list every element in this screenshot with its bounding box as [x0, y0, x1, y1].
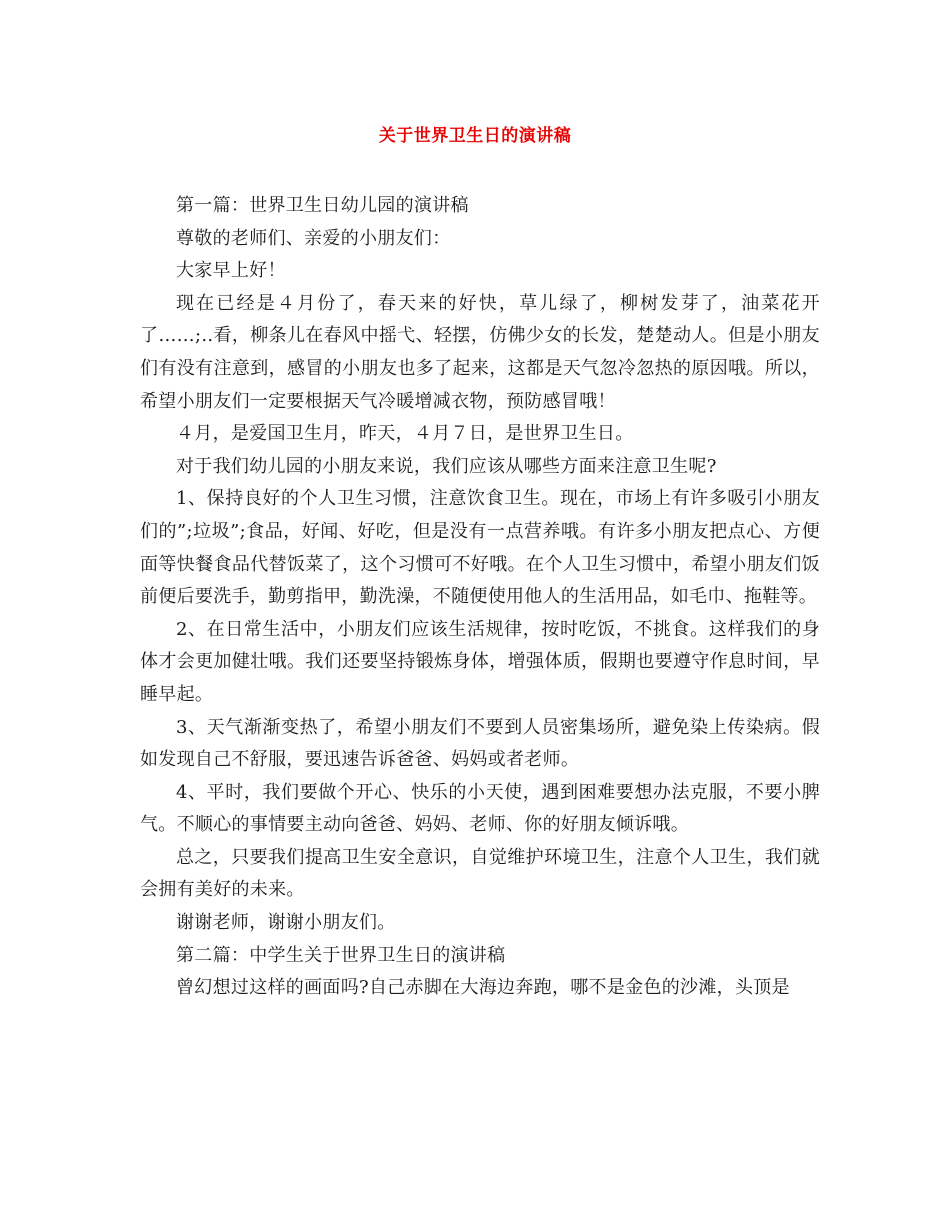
paragraph-spring: 现在已经是４月份了，春天来的好快，草儿绿了，柳树发芽了，油菜花开了……;..看，柳条儿在春风中摇弋、轻摆，仿佛少女的长发，楚楚动人。但是小朋友们有没有注意到，感冒的小朋友也多了起来，这都是天气忽冷忽热的原因哦。所以，希望小朋友们一定要根据天气冷暖增减衣物，预防感冒哦！ — [140, 292, 820, 412]
paragraph-part-two-opening: 曾幻想过这样的画面吗?自己赤脚在大海边奔跑，哪不是金色的沙滩，头顶是 — [176, 977, 790, 999]
paragraph-question: 对于我们幼儿园的小朋友来说，我们应该从哪些方面来注意卫生呢? — [176, 455, 717, 477]
paragraph-conclusion: 总之，只要我们提高卫生安全意识，自觉维护环境卫生，注意个人卫生，我们就会拥有美好的未来。 — [140, 846, 820, 901]
paragraph-point-4: 4、平时，我们要做个开心、快乐的小天使，遇到困难要想办法克服，不要小脾气。不顺心的事情要主动向爸爸、妈妈、老师、你的好朋友倾诉哦。 — [140, 781, 820, 836]
heading-part-two: 第二篇：中学生关于世界卫生日的演讲稿 — [176, 944, 506, 966]
heading-part-one: 第一篇：世界卫生日幼儿园的演讲稿 — [176, 195, 469, 216]
greeting: 大家早上好！ — [176, 260, 286, 282]
paragraph-thanks: 谢谢老师，谢谢小朋友们。 — [176, 912, 396, 934]
paragraph-point-2: 2、在日常生活中，小朋友们应该生活规律，按时吃饭，不挑食。这样我们的身体才会更加健壮哦。我们还要坚持锻炼身体，增强体质，假期也要遵守作息时间，早睡早起。 — [140, 618, 820, 705]
document-title: 关于世界卫生日的演讲稿 — [378, 126, 572, 146]
paragraph-health-month: ４月，是爱国卫生月，昨天，４月７日，是世界卫生日。 — [176, 423, 634, 445]
paragraph-point-1: 1、保持良好的个人卫生习惯，注意饮食卫生。现在，市场上有许多吸引小朋友们的”;垃圾”;食品，好闻、好吃，但是没有一点营养哦。有许多小朋友把点心、方便面等快餐食品代替饭菜了，这个习惯可不好哦。在个人卫生习惯中，希望小朋友们饭前便后要洗手，勤剪指甲，勤洗澡，不随便使用他人的生活用品，如毛巾、拖鞋等。 — [140, 488, 820, 608]
paragraph-point-3: 3、天气渐渐变热了，希望小朋友们不要到人员密集场所，避免染上传染病。假如发现自己不舒服，要迅速告诉爸爸、妈妈或者老师。 — [140, 716, 820, 771]
salutation: 尊敬的老师们、亲爱的小朋友们： — [176, 227, 451, 249]
document-body — [140, 190, 820, 1005]
